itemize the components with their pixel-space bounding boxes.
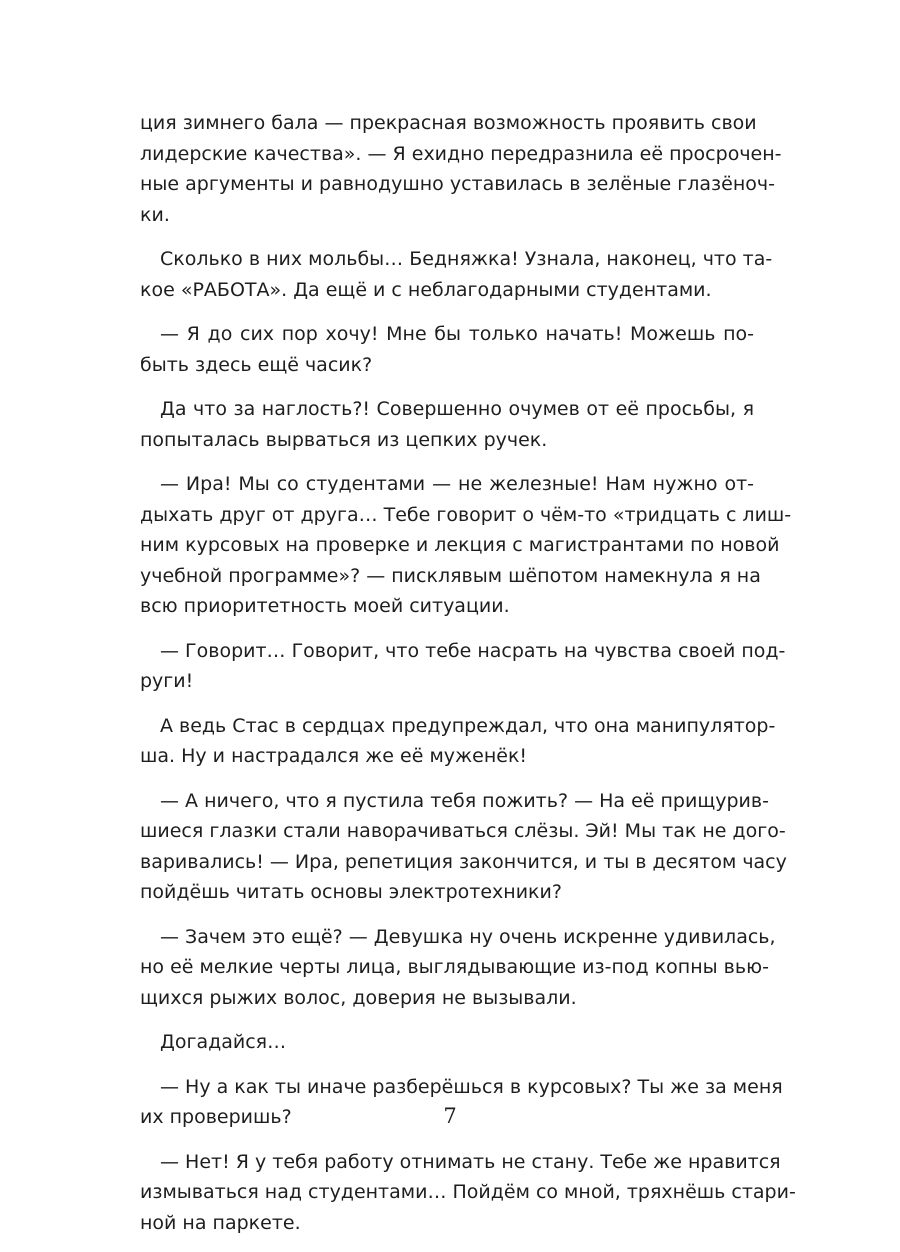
text-line: кое «РАБОТА». Да ещё и с неблагодарными студентами. [140, 278, 712, 301]
text-line: Да что за наглость?! Совершенно очумев от её просьбы, я [160, 398, 754, 420]
text-line: Догадайся… [160, 1031, 287, 1053]
text-line: ция зимнего бала — прекрасная возможность проявить свои [140, 112, 757, 134]
paragraph [140, 711, 776, 772]
paragraph [140, 1147, 796, 1239]
text-line: — Нет! Я у тебя работу отнимать не стану. Тебе же нравится [160, 1150, 781, 1173]
text-line: — Зачем это ещё? — Девушка ну очень искренне удивилась, [160, 925, 776, 948]
text-line: руги! [140, 670, 194, 692]
text-line: Сколько в них мольбы… Бедняжка! Узнала, наконец, что та- [160, 248, 773, 270]
text-line: — Я до сих пор хочу! Мне бы только начать! Можешь по- [160, 323, 754, 345]
paragraph [140, 108, 782, 230]
page-body [140, 108, 796, 1252]
text-line: пойдёшь читать основы электротехники? [140, 881, 562, 903]
text-line: — Говорит… Говорит, что тебе насрать на чувства своей под- [160, 639, 786, 662]
text-line: щихся рыжих волос, доверия не вызывали. [140, 986, 577, 1009]
text-line: — Ну а как ты иначе разберёшься в курсовых? Ты же за меня [160, 1075, 783, 1098]
text-line: шиеся глазки стали наворачиваться слёзы. Эй! Мы так не дого- [140, 820, 786, 842]
text-line: учебной программе»? — писклявым шёпотом намекнула я на [140, 564, 761, 587]
text-line: А ведь Стас в сердцах предупреждал, что она манипулятор- [160, 714, 776, 737]
text-line: но её мелкие черты лица, выглядывающие из-под копны вью- [140, 956, 769, 978]
paragraph [140, 394, 754, 455]
paragraph [140, 636, 786, 697]
page-number: 7 [443, 1104, 457, 1128]
text-line: ним курсовых на проверке и лекция с магистрантами по новой [140, 534, 780, 556]
text-line: ной на паркете. [140, 1211, 301, 1234]
text-line: лидерские качества». — Я ехидно передразнила её просрочен- [140, 142, 782, 165]
text-line: их проверишь? [140, 1106, 292, 1128]
paragraph [140, 319, 754, 380]
text-line: быть здесь ещё часик? [140, 353, 373, 376]
text-line: ные аргументы и равнодушно уставилась в зелёные глазёноч- [140, 173, 775, 195]
paragraph [140, 922, 776, 1014]
text-line: ша. Ну и настрадался же её муженёк! [140, 745, 528, 767]
text-line: измываться над студентами… Пойдём со мной, тряхнёшь стари- [140, 1181, 796, 1203]
text-line: — Ира! Мы со студентами — не железные! Нам нужно от- [160, 473, 754, 495]
paragraph [140, 244, 773, 305]
text-line: дыхать друг от друга… Тебе говорит о чём-то «тридцать с лиш- [140, 503, 792, 526]
paragraph [140, 469, 792, 622]
text-line: — А ничего, что я пустила тебя пожить? — На её прищурив- [160, 789, 769, 812]
text-line: ки. [140, 203, 170, 226]
text-line: попыталась вырваться из цепких ручек. [140, 428, 548, 451]
paragraph [140, 1027, 754, 1058]
paragraph [140, 786, 787, 908]
text-line: всю приоритетность моей ситуации. [140, 595, 510, 617]
text-line: варивались! — Ира, репетиция закончится, и ты в десятом часу [140, 850, 787, 873]
